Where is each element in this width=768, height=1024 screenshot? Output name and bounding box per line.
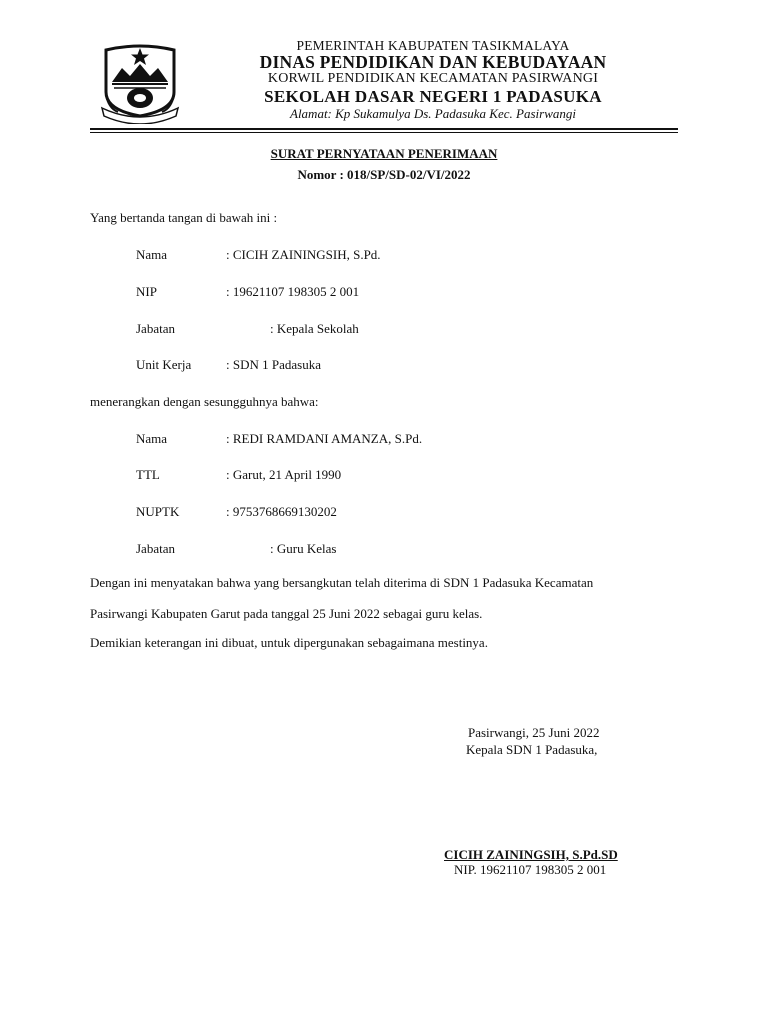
document-title: SURAT PERNYATAAN PENERIMAAN [270,146,498,161]
signer-unit-value: : SDN 1 Padasuka [226,357,321,372]
subject-name-value: : REDI RAMDANI AMANZA, S.Pd. [226,431,423,446]
subject-nuptk-label: NUPTK [136,504,180,519]
signatory-nip: NIP. 19621107 198305 2 001 [454,862,607,877]
department-name: DINAS PENDIDIKAN DAN KEBUDAYAAN [259,52,607,72]
signature-place-date: Pasirwangi, 25 Juni 2022 [468,725,600,740]
subject-position-label: Jabatan [136,541,175,556]
korwil-name: KORWIL PENDIDIKAN KECAMATAN PASIRWANGI [267,71,599,86]
signer-position-label: Jabatan [136,321,175,336]
signer-unit-label: Unit Kerja [136,357,192,372]
subject-position-value: : Guru Kelas [270,541,337,556]
header-rule-thick [90,128,678,130]
statement-paragraph-line-2: Pasirwangi Kabupaten Garut pada tanggal 25 Juni 2022 sebagai guru kelas. [90,606,483,621]
statement-intro: menerangkan dengan sesungguhnya bahwa: [90,394,319,409]
signer-nip-label: NIP [136,284,157,299]
subject-nuptk-value: : 9753768669130202 [226,504,337,519]
subject-name-label: Nama [136,431,168,446]
signatory-name: CICIH ZAININGSIH, S.Pd.SD [444,847,618,862]
school-address: Alamat: Kp Sukamulya Ds. Padasuka Kec. Pasirwangi [290,106,576,121]
subject-ttl-label: TTL [136,467,160,482]
statement-paragraph-line-1: Dengan ini menyatakan bahwa yang bersangkutan telah diterima di SDN 1 Padasuka Kecamatan [90,575,594,590]
signer-position-value: : Kepala Sekolah [270,321,359,336]
regency-emblem-logo [100,42,180,124]
closing-paragraph: Demikian keterangan ini dibuat, untuk dipergunakan sebagaimana mestinya. [90,635,488,650]
signature-position: Kepala SDN 1 Padasuka, [466,742,598,757]
header-rule-thin [90,132,678,133]
signer-nip-value: : 19621107 198305 2 001 [226,284,360,299]
government-name: PEMERINTAH KABUPATEN TASIKMALAYA [296,38,570,53]
document-number: Nomor : 018/SP/SD-02/VI/2022 [297,167,471,182]
signer-name-label: Nama [136,247,168,262]
subject-ttl-value: : Garut, 21 April 1990 [226,467,342,482]
school-name: SEKOLAH DASAR NEGERI 1 PADASUKA [264,87,602,106]
signer-name-value: : CICIH ZAININGSIH, S.Pd. [226,247,381,262]
intro-text: Yang bertanda tangan di bawah ini : [90,210,278,225]
